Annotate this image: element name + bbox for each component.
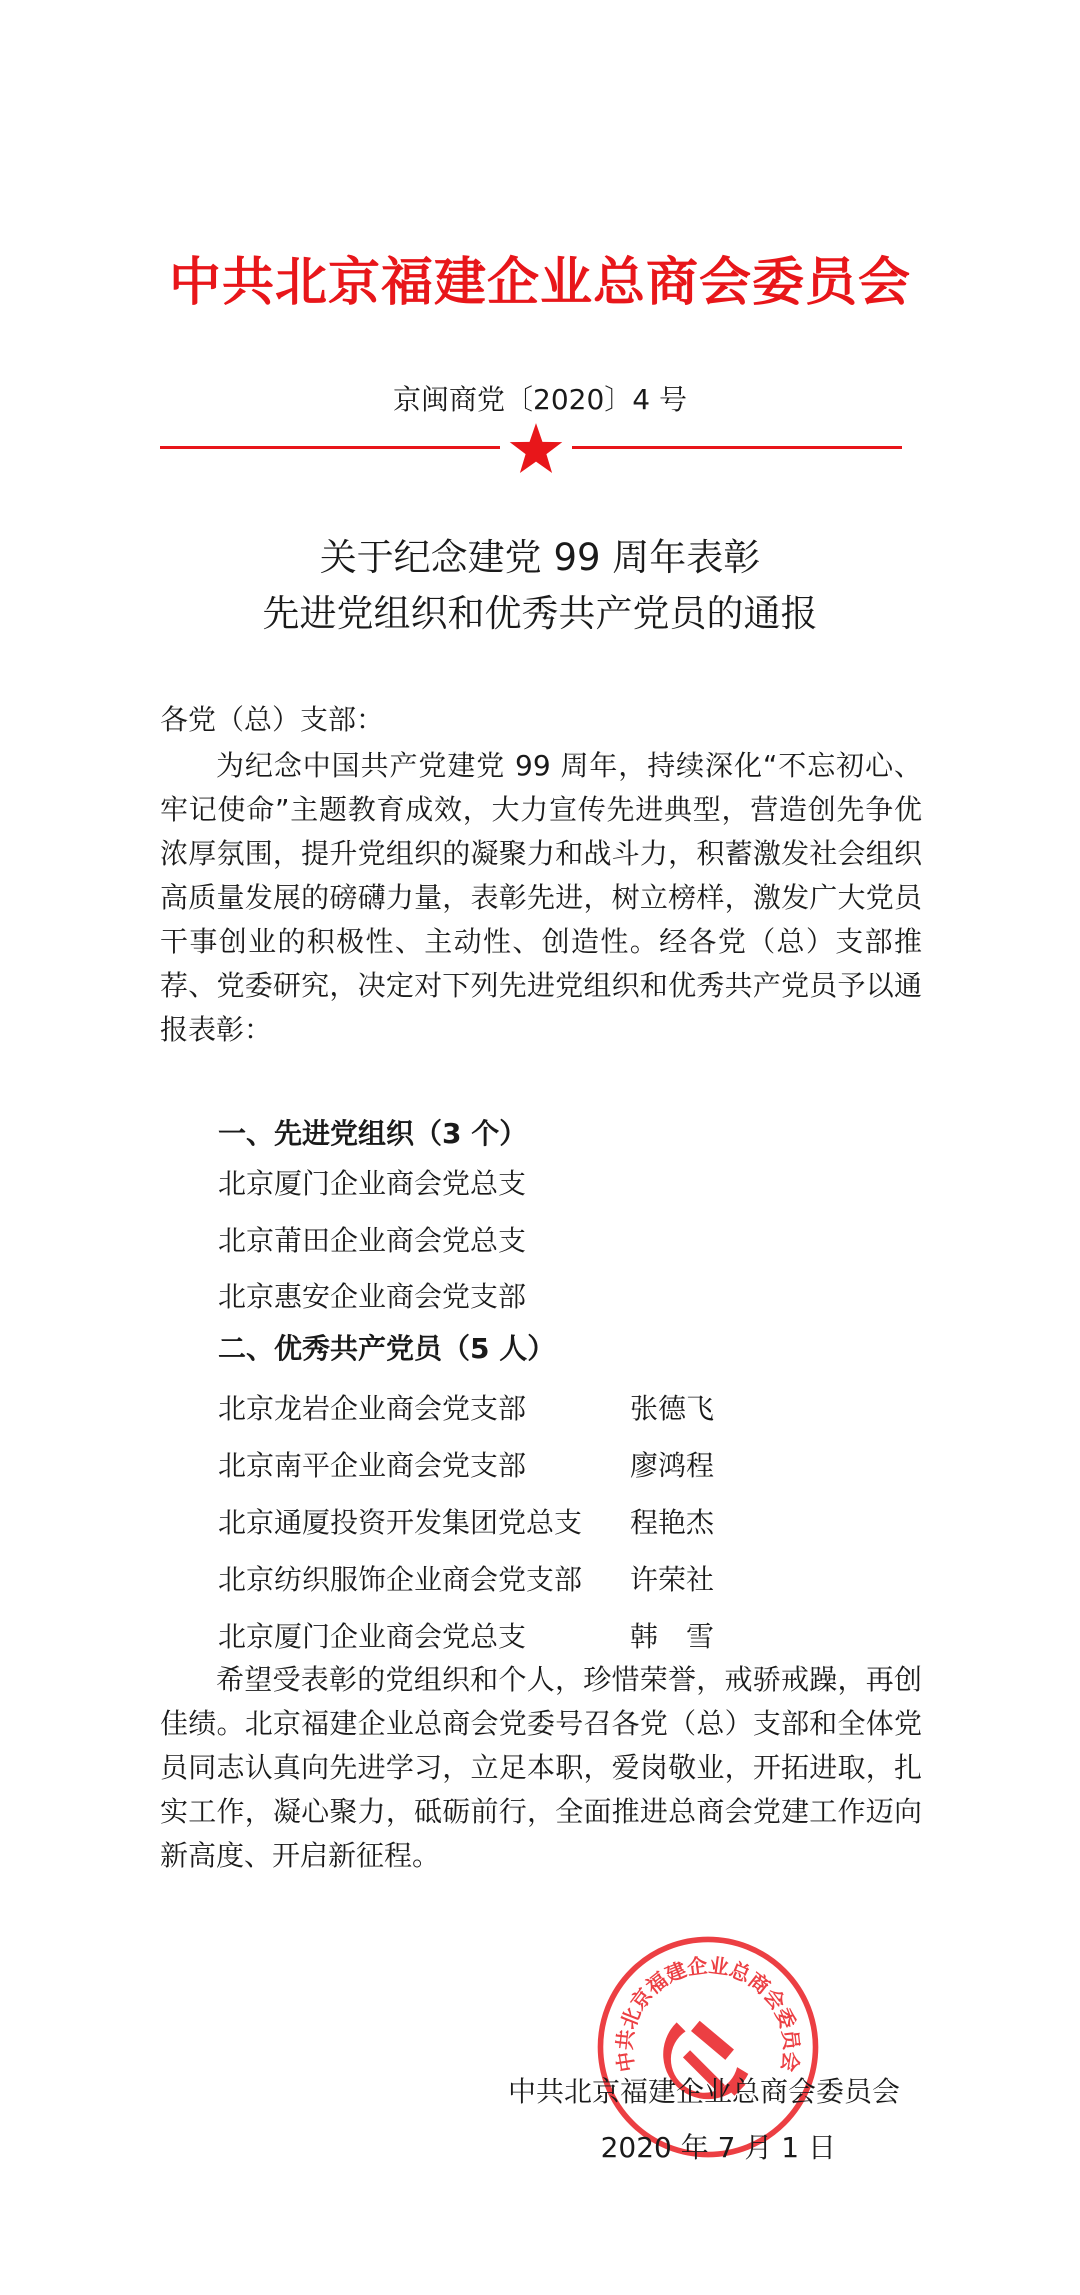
red-star-icon <box>508 422 564 474</box>
doc-number: 京闽商党〔2020〕4 号 <box>393 383 687 416</box>
section-heading-members: 二、优秀共产党员（5 人） <box>218 1332 556 1365</box>
member-name: 韩 雪 <box>630 1620 715 1653</box>
red-divider-right <box>572 446 902 449</box>
svg-text:中共北京福建企业总商会委员会: 中共北京福建企业总商会委员会 <box>612 1953 804 2074</box>
signature-date: 2020 年 7 月 1 日 <box>600 2131 836 2164</box>
organization-item: 北京厦门企业商会党总支 <box>218 1167 527 1200</box>
section-heading-organizations: 一、先进党组织（3 个） <box>218 1117 528 1150</box>
member-name: 程艳杰 <box>630 1506 715 1539</box>
member-name: 廖鸿程 <box>630 1449 715 1482</box>
member-branch: 北京龙岩企业商会党支部 <box>218 1392 527 1425</box>
document-subject <box>0 530 1080 642</box>
organization-item: 北京莆田企业商会党总支 <box>218 1224 527 1257</box>
member-branch: 北京通厦投资开发集团党总支 <box>218 1506 583 1539</box>
member-branch: 北京南平企业商会党支部 <box>218 1449 527 1482</box>
red-divider-left <box>160 446 500 449</box>
salutation: 各党（总）支部： <box>160 703 385 736</box>
member-branch: 北京厦门企业商会党总支 <box>218 1620 527 1653</box>
member-name: 张德飞 <box>630 1392 715 1425</box>
body-paragraph-2: 希望受表彰的党组织和个人，珍惜荣誉，戒骄戒躁，再创佳绩。北京福建企业总商会党委号召各党（总）支部和全体党员同志认真向先进学习，立足本职，爱岗敬业，开拓进取，扎实工作，凝心聚力，砥砺前行，全面推进总商会党建工作迈向新高度、开启新征程。 <box>160 1663 922 1872</box>
organization-item: 北京惠安企业商会党支部 <box>218 1280 527 1313</box>
signature-org: 中共北京福建企业总商会委员会 <box>507 2075 900 2108</box>
member-name: 许荣社 <box>630 1563 715 1596</box>
org-title: 中共北京福建企业总商会委员会 <box>168 253 911 313</box>
body-paragraph-1: 为纪念中国共产党建党 99 周年，持续深化“不忘初心、牢记使命”主题教育成效，大力宣传先进典型，营造创先争优浓厚氛围，提升党组织的凝聚力和战斗力，积蓄激发社会组织高质量发展的磅礴力量，表彰先进，树立榜样，激发广大党员干事创业的积极性、主动性、创造性。经各党（总）支部推荐、党委研究，决定对下列先进党组织和优秀共产党员予以通报表彰： <box>160 749 922 1046</box>
subject-line-2: 先进党组织和优秀共产党员的通报 <box>262 592 818 635</box>
subject-line-1: 关于纪念建党 99 周年表彰 <box>319 536 761 579</box>
member-branch: 北京纺织服饰企业商会党支部 <box>218 1563 583 1596</box>
